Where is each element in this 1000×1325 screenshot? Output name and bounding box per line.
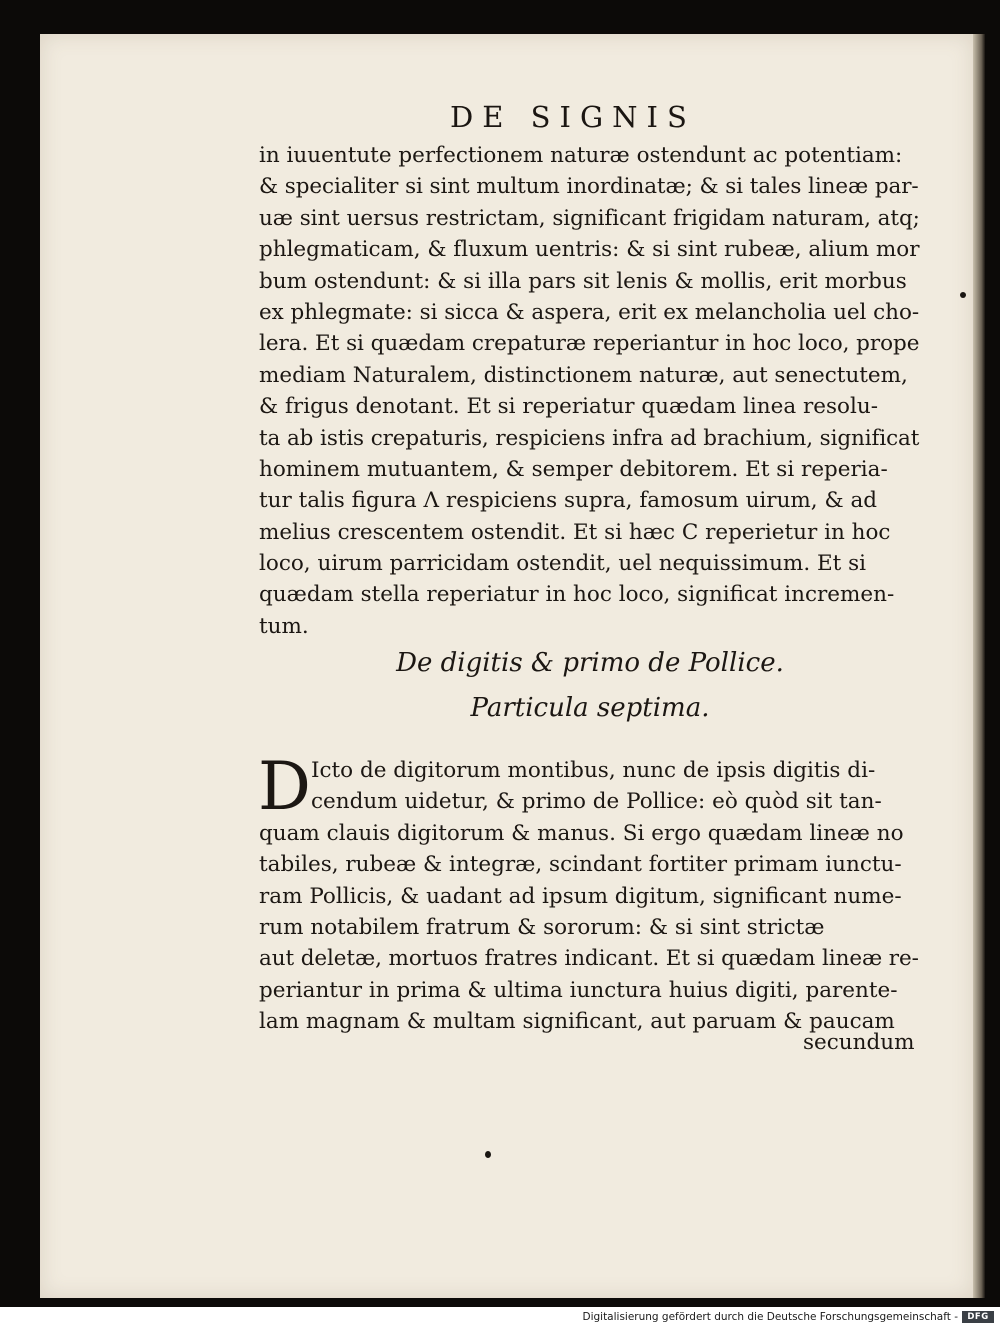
paragraph-2 [258,748,919,1038]
text-line: ram Pollicis, & uadant ad ipsum digitum, significant nume- [259,883,902,909]
catchword: secundum [803,1030,915,1055]
text-line: uæ sint uersus restrictam, significant frigidam naturam, atq; [259,205,920,231]
text-line: aut deletæ, mortuos fratres indicant. Et si quædam lineæ re- [259,946,919,972]
text-line: tur talis figura Λ respiciens supra, famosum uirum, & ad [259,488,878,514]
text-line: ta ab istis crepaturis, respiciens infra ad brachium, significat [259,425,920,451]
drop-cap: D [258,748,311,825]
text-line: & frigus denotant. Et si reperiatur quædam linea resolu- [259,394,878,420]
text-line: lam magnam & multam significant, aut paruam & paucam [259,1009,895,1035]
text-line: mediam Naturalem, distinctionem naturæ, aut senectutem, [259,362,908,388]
text-line: tum. [259,613,309,639]
running-head: DE SIGNIS [450,100,696,134]
text-line: quam clauis digitorum & manus. Si ergo quædam lineæ no [259,820,904,846]
text-line: & specialiter si sint multum inordinatæ; & si tales lineæ par- [259,174,919,200]
text-line: rum notabilem fratrum & sororum: & si sint strictæ [259,914,825,940]
page-edge [973,34,985,1298]
text-line: cendum uidetur, & primo de Pollice: eò quòd sit tan- [311,789,882,815]
section-heading: De digitis & primo de Pollice. [396,648,784,678]
text-line: bum ostendunt: & si illa pars sit lenis & mollis, erit morbus [259,268,907,294]
text-line: quædam stella reperiatur in hoc loco, significat incremen- [259,582,895,608]
dfg-logo: DFG [962,1311,994,1323]
text-line: in iuuentute perfectionem naturæ ostendunt ac potentiam: [259,143,903,168]
text-line: ex phlegmate: si sicca & aspera, erit ex melancholia uel cho- [259,299,920,325]
section-subheading: Particula septima. [470,693,710,723]
text-line: lera. Et si quædam crepaturæ reperiantur in hoc loco, prope [259,331,920,357]
text-line: phlegmaticam, & fluxum uentris: & si sint rubeæ, alium mor [259,237,920,263]
ink-speck [960,292,966,298]
text-line: melius crescentem ostendit. Et si hæc C reperietur in hoc [259,519,891,545]
funding-credit: Digitalisierung gefördert durch die Deutsche Forschungsgemeinschaft - [582,1311,958,1323]
text-line: periantur in prima & ultima iunctura huius digiti, parente- [259,977,898,1003]
ink-speck [485,1151,491,1158]
text-line: tabiles, rubeæ & integræ, scindant fortiter primam iunctu- [259,852,902,878]
text-line: Icto de digitorum montibus, nunc de ipsis digitis di- [311,758,876,783]
footer-bar [0,1309,1000,1325]
text-line: loco, uirum parricidam ostendit, uel nequissimum. Et si [259,551,867,577]
paragraph-1 [259,140,919,642]
text-line: hominem mutuantem, & semper debitorem. Et si reperia- [259,456,888,482]
